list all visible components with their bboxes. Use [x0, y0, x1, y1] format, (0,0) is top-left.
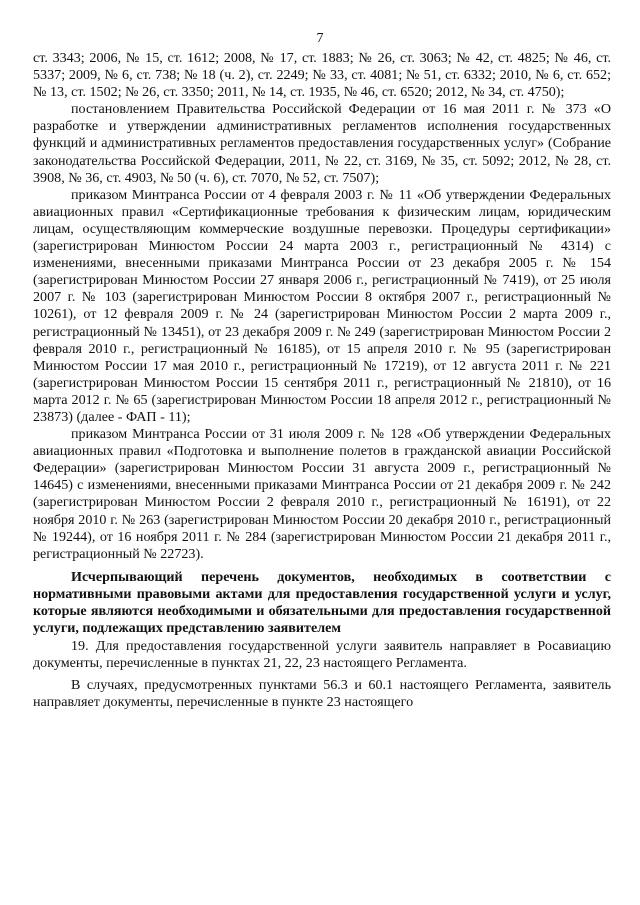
- legal-citation-continuation: ст. 3343; 2006, № 15, ст. 1612; 2008, № 17, ст. 1883; № 26, ст. 3063; № 42, ст. 4825; № 46, ст. 5337; 2009, № 6, ст. 738; № 18 (ч. 2), ст. 2249; № 33, ст. 4081; № 51, ст. 6332; 2010, № 6, ст. 652; № 13, ст. 1502; № 26, ст. 3350; 2011, № 14, ст. 1935, № 46, ст. 6520; 2012, № 34, ст. 4750);: [33, 50, 611, 101]
- document-body: [33, 50, 611, 712]
- mintrans-order-fap11-paragraph: приказом Минтранса России от 4 февраля 2003 г. № 11 «Об утверждении Федеральных авиационных правил «Сертификационные требования к физическим лицам, юридическим лицам, осуществляющим коммерческие воздушные перевозки. Процедуры сертификации» (зарегистрирован Минюстом России 24 марта 2003 г., регистрационный № 4314) с изменениями, внесенными приказами Минтранса России от 23 декабря 2005 г. № 154 (зарегистрирован Минюстом России 27 января 2006 г., регистрационный № 7419), от 25 июля 2007 г. № 103 (зарегистрирован Минюстом России 8 октября 2007 г., регистрационный № 10261), от 12 февраля 2009 г. № 24 (зарегистрирован Минюстом России 2 марта 2009 г., регистрационный № 13451), от 23 декабря 2009 г. № 249 (зарегистрирован Минюстом России 2 февраля 2010 г., регистрационный № 16185), от 15 апреля 2010 г. № 95 (зарегистрирован Минюстом России 17 мая 2010 г., регистрационный № 17219), от 12 августа 2011 г. № 221 (зарегистрирован Минюстом России 15 сентября 2011 г., регистрационный № 21810), от 16 марта 2012 г. № 65 (зарегистрирован Минюстом России 18 апреля 2012 г., регистрационный № 23873) (далее - ФАП - 11);: [33, 186, 611, 425]
- government-decree-paragraph: постановлением Правительства Российской Федерации от 16 мая 2011 г. № 373 «О разработке и утверждении административных регламентов исполнения государственных функций и административных регламентов предоставления государственных услуг» (Собрание законодательства Российской Федерации, 2011, № 22, ст. 3169, № 35, ст. 5092; 2012, № 28, ст. 3908, № 36, ст. 4903, № 50 (ч. 6), ст. 7070, № 52, ст. 7507);: [33, 101, 611, 186]
- section-heading: Исчерпывающий перечень документов, необходимых в соответствии с нормативными правовыми актами для предоставления государственной услуги и услуг, которые являются необходимыми и обязательными для предоставления государственной услуги, подлежащих представлению заявителем: [33, 568, 611, 637]
- paragraph-19: 19. Для предоставления государственной услуги заявитель направляет в Росавиацию документы, перечисленные в пунктах 21, 22, 23 настоящего Регламента.: [33, 638, 611, 672]
- paragraph-special-cases: В случаях, предусмотренных пунктами 56.3 и 60.1 настоящего Регламента, заявитель направляет документы, перечисленные в пункте 23 настоящего: [33, 677, 611, 711]
- page-number: 7: [316, 31, 324, 46]
- mintrans-order-flight-rules-paragraph: приказом Минтранса России от 31 июля 2009 г. № 128 «Об утверждении Федеральных авиационных правил «Подготовка и выполнение полетов в гражданской авиации Российской Федерации» (зарегистрирован Минюстом России 31 августа 2009 г., регистрационный № 14645) с изменениями, внесенными приказами Минтранса России от 21 декабря 2009 г. № 242 (зарегистрирован Минюстом России 2 февраля 2010 г., регистрационный № 16191), от 22 ноября 2010 г. № 263 (зарегистрирован Минюстом России 20 декабря 2010 г., регистрационный № 19244), от 16 ноября 2011 г. № 284 (зарегистрирован Минюстом России 21 декабря 2011 г., регистрационный № 22723).: [33, 426, 611, 562]
